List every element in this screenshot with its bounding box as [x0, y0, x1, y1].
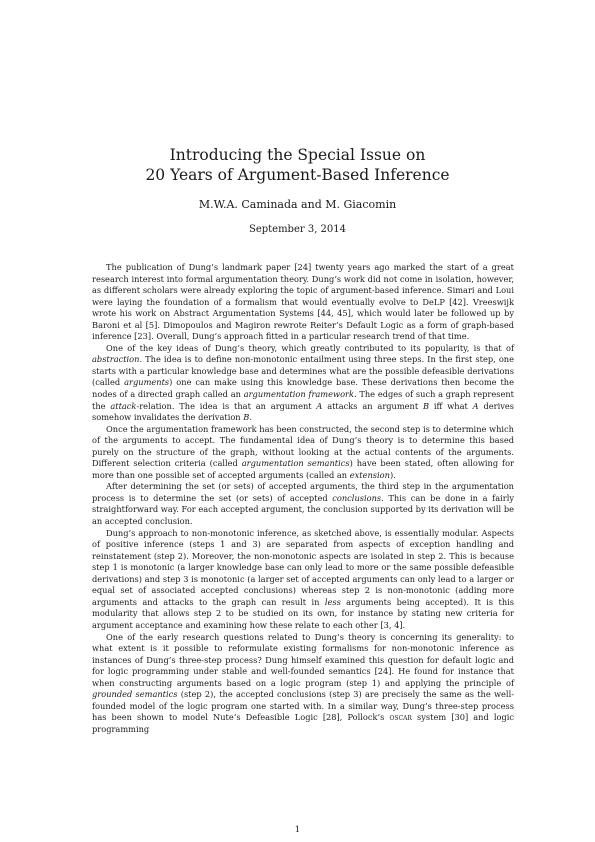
emphasis: abstraction — [92, 354, 140, 365]
emphasis: attack — [110, 400, 137, 411]
text-run: Once the argumentation framework has been constructed, the second step is to determine which of the arguments to accept. The fundamental idea of Dung’s theory is to determine this based purely on the structure of the graph, without looking at the actual contents of the arguments. Different selection criteria (called — [92, 423, 514, 469]
text-run: ) one can make using this knowledge base. These derivations then become the nodes of a directed graph called an — [92, 377, 514, 400]
text-run: system [30] and logic programming — [92, 712, 515, 734]
text-run: ). — [389, 469, 396, 480]
emphasis: A — [316, 400, 323, 411]
text-run: -relation. The idea is that an argument — [136, 400, 317, 411]
date: September 3, 2014 — [248, 224, 347, 235]
paper-title-line-1: Introducing the Special Issue on — [169, 146, 426, 164]
emphasis: less — [324, 596, 341, 607]
page-number: 1 — [294, 825, 301, 835]
text-run: . — [249, 412, 252, 423]
text-run: ) have been stated, often allowing for more than one possible set of accepted arguments (called an — [92, 458, 515, 480]
text-run: . The edges of such a graph represent the — [92, 389, 514, 411]
emphasis: grounded semantics — [92, 689, 178, 700]
emphasis: arguments — [124, 377, 170, 388]
authors: M.W.A. Caminada and M. Giacomin — [198, 198, 397, 211]
emphasis: extension — [349, 469, 390, 480]
text-run: After determining the set (or sets) of accepted arguments, the third step in the argumentation process is to determine the set (or sets) of accepted — [92, 481, 514, 503]
text-run: iff what — [429, 400, 473, 411]
emphasis: B — [243, 412, 250, 423]
paragraph-6 — [92, 632, 514, 736]
text-run: Dung’s approach to non-monotonic inference, as sketched above, is essentially modular. Aspects of positive inference (steps 1 and 3) are separated from aspects of exception handling and reinstatement (step 2). Moreover, the non-monotonic aspects are isolated in step 2. This is because step 1 is monotonic (a larger knowledge base can only lead to more or the same possible defeasible derivations) and step 3 is monotonic (a larger set of accepted arguments can only lead to a larger or equal set of associated accepted conclusions) whereas step 2 is non-monotonic (adding more arguments and attacks to the graph can result in — [92, 527, 514, 607]
emphasis: conclusions — [332, 492, 382, 503]
emphasis: argumentation framework — [243, 389, 354, 400]
emphasis: argumentation semantics — [241, 458, 350, 469]
paragraph-1 — [92, 262, 514, 343]
text-run: The publication of Dung’s landmark paper [24] twenty years ago marked the start of a great research interest into formal argumentation theory. Dung’s work did not come in isolation, however, as different scholars were already exploring the topic of argument-based inference. Simari and Loui were laying the foundation of a formalism that would eventually evolve to DeLP [42]. Vreeswijk wrote his work on Abstract Argumentation Systems [44, 45], which would later be followed up by Baroni et al [5]. Dimopoulos and Magiron rewrote Reiter’s Default Logic as a form of graph-based inference [23]. Overall, Dung’s approach fitted in a particular research trend of that time. — [92, 262, 514, 342]
paragraph-4 — [92, 481, 514, 527]
text-run: . The idea is to define non-monotonic entailment using three steps. In the first step, one starts with a particular knowledge base and determines what are the possible defeasible derivations (called — [92, 354, 514, 388]
paragraph-3 — [92, 424, 514, 482]
text-run: One of the key ideas of Dung’s theory, which greatly contributed to its popularity, is that of — [106, 342, 514, 353]
text-run: derives somehow invalidates the derivation — [92, 400, 514, 423]
text-run: . This can be done in a fairly straightforward way. For each accepted argument, the conclusion supported by its derivation will be an accepted conclusion. — [92, 492, 515, 527]
body-text — [92, 262, 514, 735]
small-caps-text: oscar — [389, 712, 412, 723]
paragraph-2 — [92, 343, 514, 424]
text-run: One of the early research questions related to Dung’s theory is concerning its generality: to what extent is it possible to reformulate existing formalisms for non-monotonic inference as instances of Dung’s three-step process? Dung himself examined this question for default logic and for logic programming under stable and well-founded semantics [24]. He found for instance that when constructing arguments based on a logic program (step 1) and applying the principle of — [92, 631, 514, 688]
paragraph-5 — [92, 528, 514, 632]
emphasis: A — [472, 400, 479, 411]
text-run: attacks an argument — [322, 400, 424, 411]
text-run: arguments being accepted). It is this modularity that allows step 2 to be studied on its own, for instance by stating new criteria for argument acceptance and examining how these relate to each other [3, 4]. — [92, 596, 515, 630]
title-block — [0, 145, 595, 236]
emphasis: B — [423, 400, 430, 411]
paper-title-line-2: 20 Years of Argument-Based Inference — [145, 166, 450, 184]
text-run: (step 2), the accepted conclusions (step 3) are precisely the same as the well-founded model of the logic program one started with. In a similar way, Dung’s three-step process has been shown to model Nute’s Defeasible Logic [28], Pollock’s — [92, 689, 514, 723]
